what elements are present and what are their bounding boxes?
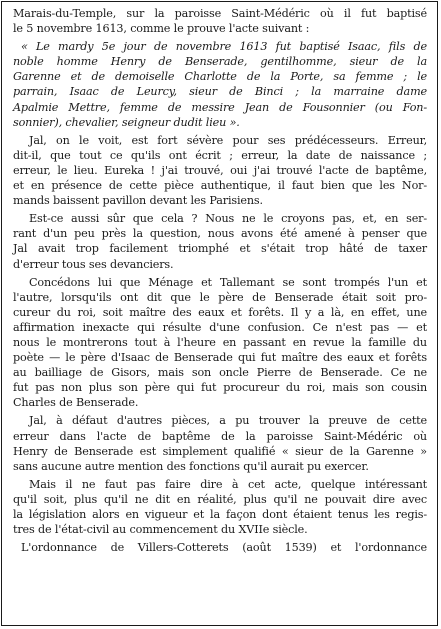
text-line: rant d'un peu près la question, nous avons été amené à penser que — [13, 227, 427, 241]
text-line: fut pas non plus son père qui fut procureur du roi, mais son cousin — [13, 381, 427, 395]
text-line: mands baissent pavillon devant les Parisiens. — [13, 194, 263, 208]
paragraph — [13, 540, 427, 555]
text-line: et en présence de cette pièce authentique, il faut bien que les Nor- — [13, 179, 427, 193]
text-line: d'erreur tous ses devanciers. — [13, 257, 174, 271]
text-line: noble homme Henry de Benserade, gentilhomme, sieur de la — [13, 55, 427, 69]
quoted-baptism-record — [13, 39, 427, 130]
text-line: Garenne et de demoiselle Charlotte de la Porte, sa femme ; le — [13, 70, 427, 84]
paragraph — [13, 6, 427, 36]
text-line: nous le montrerons tout à l'heure en passant en revue la famille du — [13, 335, 427, 349]
text-line: Mais il ne faut pas faire dire à cet acte, quelque intéressant — [29, 477, 427, 491]
text-line: la législation alors en vigueur et la façon dont étaient tenus les regis- — [13, 508, 427, 521]
text-line: cureur du roi, soit maître des eaux et forêts. Il y a là, en effet, une — [13, 305, 427, 319]
text-line: Marais-du-Temple, sur la paroisse Saint-Médéric où il fut baptisé — [13, 7, 427, 20]
text-line: Concédons lui que Ménage et Tallemant se sont trompés l'un et — [29, 275, 427, 289]
text-line: Est-ce aussi sûr que cela ? Nous ne le croyons pas, et, en ser- — [29, 212, 427, 226]
text-line: dit-il, que tout ce qu'ils ont écrit ; erreur, la date de naissance ; — [13, 148, 427, 162]
text-line: Jal, on le voit, est fort sévère pour ses prédécesseurs. Erreur, — [29, 133, 427, 147]
paragraph — [13, 275, 427, 411]
paragraph — [13, 211, 427, 271]
text-line: sonnier), chevalier, seigneur dudit lieu ». — [13, 115, 240, 129]
text-line: erreur, le lieu. Eureka ! j'ai trouvé, oui j'ai trouvé l'acte de baptême, — [13, 163, 427, 177]
text-line: tres de l'état-civil au commencement du XVIIe siècle. — [13, 523, 308, 537]
text-line: l'autre, lorsqu'ils ont dit que le père de Benserade était soit pro- — [13, 290, 427, 304]
text-line: poète — le père d'Isaac de Benserade qui fut maître des eaux et forêts — [13, 351, 427, 365]
text-line: parrain, Isaac de Leurcy, sieur de Binci ; la marraine dame — [13, 85, 427, 99]
text-line: au bailliage de Gisors, mais son oncle Pierre de Benserade. Ce ne — [13, 366, 427, 380]
paragraph — [13, 133, 427, 208]
text-line: Jal, à défaut d'autres pièces, a pu trouver la preuve de cette — [29, 414, 427, 428]
text-line: affirmation inexacte qui résulte d'une confusion. Ce n'est pas — et — [13, 320, 427, 334]
text-line: Henry de Benserade est simplement qualifié « sieur de la Garenne » — [13, 444, 427, 458]
text-line: qu'il soit, plus qu'il ne dit en réalité, plus qu'il ne pouvait dire avec — [13, 492, 427, 506]
text-line: le 5 novembre 1613, comme le prouve l'acte suivant : — [13, 22, 310, 36]
document-page — [1, 1, 438, 626]
paragraph — [13, 477, 427, 537]
text-line: « Le mardy 5e jour de novembre 1613 fut baptisé Isaac, fils de — [21, 40, 427, 54]
text-line: Charles de Benserade. — [13, 396, 139, 410]
text-line: L'ordonnance de Villers-Cotterets (août 1539) et l'ordonnance — [21, 541, 427, 555]
text-line: sans aucune autre mention des fonctions qu'il aurait pu exercer. — [13, 459, 369, 473]
text-line: erreur dans l'acte de baptême de la paroisse Saint-Médéric où — [13, 429, 427, 443]
text-line: Jal avait trop facilement triomphé et s'était trop hâté de taxer — [13, 242, 427, 256]
paragraph — [13, 413, 427, 473]
text-line: Apalmie Mettre, femme de messire Jean de Fousonnier (ou Fon- — [13, 100, 427, 114]
document-body — [13, 6, 427, 558]
